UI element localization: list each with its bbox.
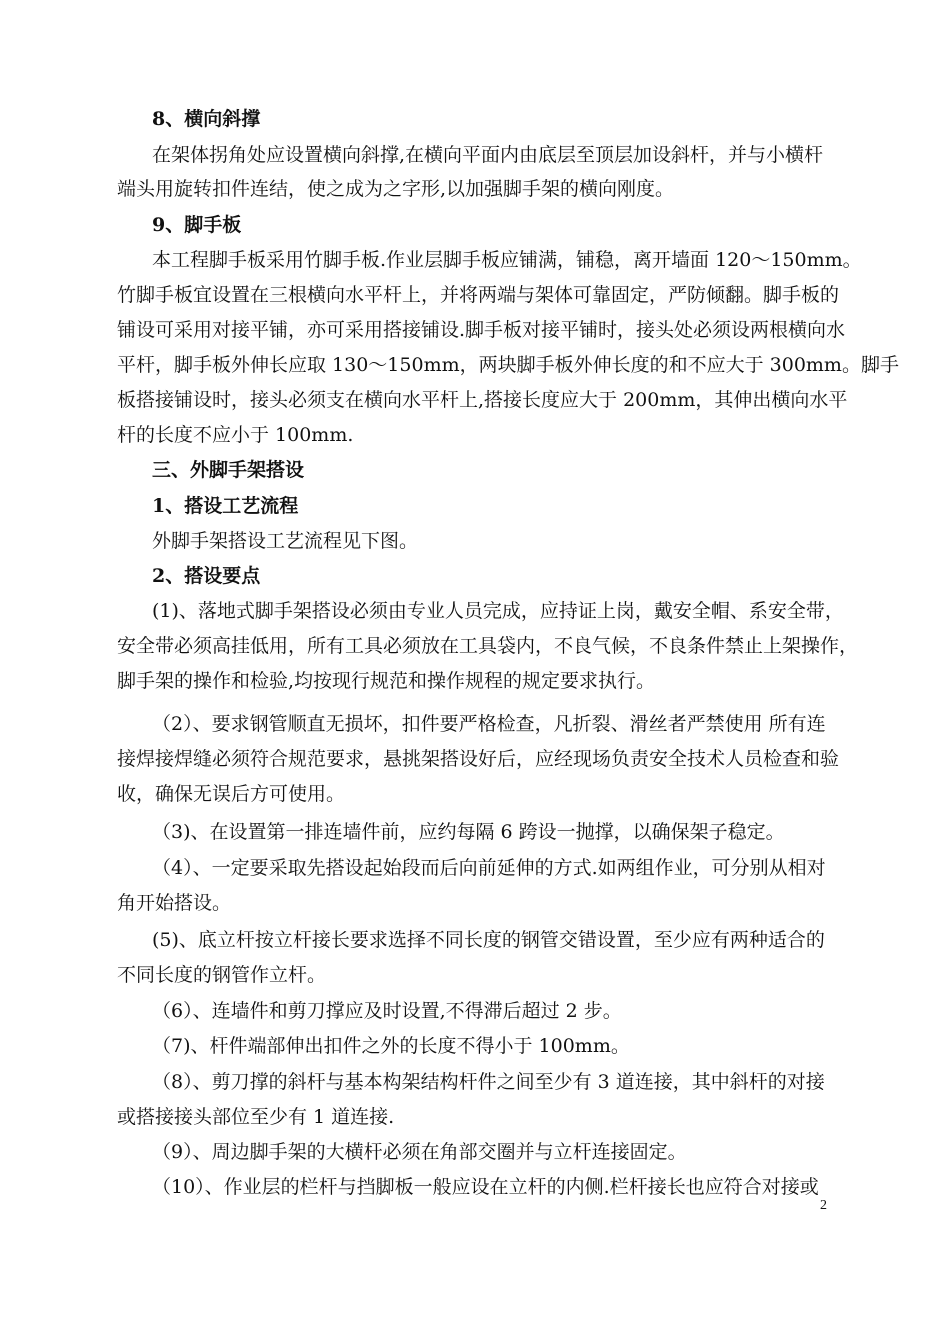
section-9-heading: 9、脚手板 bbox=[152, 214, 242, 236]
list-item-line: （6）、连墙件和剪刀撑应及时设置,不得滞后超过 2 步。 bbox=[152, 1000, 622, 1022]
list-item-line: 收，确保无误后方可使用。 bbox=[117, 783, 346, 805]
list-item-line: （7)、杆件端部伸出扣件之外的长度不得小于 100mm。 bbox=[152, 1035, 630, 1057]
paragraph-line: 本工程脚手板采用竹脚手板.作业层脚手板应铺满，铺稳，离开墙面 120～150mm。 bbox=[152, 249, 862, 271]
list-item-line: 脚手架的操作和检验,均按现行规范和操作规程的规定要求执行。 bbox=[117, 670, 656, 692]
list-item-line: （2）、要求钢管顺直无损坏，扣件要严格检查，凡折裂、滑丝者严禁使用 所有连 bbox=[152, 713, 826, 735]
part-3-heading: 三、外脚手架搭设 bbox=[152, 459, 305, 481]
list-item-line: 不同长度的钢管作立杆。 bbox=[117, 964, 327, 986]
list-item-line: (5)、底立杆按立杆接长要求选择不同长度的钢管交错设置，至少应有两种适合的 bbox=[152, 929, 825, 951]
subsection-2-heading: 2、搭设要点 bbox=[152, 565, 261, 587]
list-item-line: （8）、剪刀撑的斜杆与基本构架结构杆件之间至少有 3 道连接，其中斜杆的对接 bbox=[152, 1071, 825, 1093]
section-8-heading: 8、横向斜撑 bbox=[152, 108, 261, 130]
paragraph-line: 竹脚手板宜设置在三根横向水平杆上，并将两端与架体可靠固定，严防倾翻。脚手板的 bbox=[117, 284, 840, 306]
list-item-line: （9）、周边脚手架的大横杆必须在角部交圈并与立杆连接固定。 bbox=[152, 1141, 687, 1163]
list-item-line: 接焊接焊缝必须符合规范要求，悬挑架搭设好后，应经现场负责安全技术人员检查和验 bbox=[117, 748, 840, 770]
list-item-line: 或搭接接头部位至少有 1 道连接. bbox=[117, 1106, 395, 1128]
paragraph-line: 铺设可采用对接平铺，亦可采用搭接铺设.脚手板对接平铺时，接头处必须设两根横向水 bbox=[117, 319, 846, 341]
list-item-line: （10）、作业层的栏杆与挡脚板一般应设在立杆的内侧.栏杆接长也应符合对接或 bbox=[152, 1176, 819, 1198]
paragraph-line: 平杆，脚手板外伸长应取 130～150mm，两块脚手板外伸长度的和不应大于 300mm。脚手 bbox=[117, 354, 899, 376]
paragraph-line: 端头用旋转扣件连结，使之成为之字形,以加强脚手架的横向刚度。 bbox=[117, 178, 675, 200]
paragraph-line: 板搭接铺设时，接头必须支在横向水平杆上,搭接长度应大于 200mm，其伸出横向水平 bbox=[117, 389, 848, 411]
list-item-line: 角开始搭设。 bbox=[117, 892, 232, 914]
page-number: 2 bbox=[820, 1198, 827, 1213]
paragraph-line: 外脚手架搭设工艺流程见下图。 bbox=[152, 530, 419, 552]
paragraph-line: 在架体拐角处应设置横向斜撑,在横向平面内由底层至顶层加设斜杆，并与小横杆 bbox=[152, 144, 824, 166]
list-item-line: （4）、一定要采取先搭设起始段而后向前延伸的方式.如两组作业，可分别从相对 bbox=[152, 857, 826, 879]
paragraph-line: 杆的长度不应小于 100mm. bbox=[117, 424, 354, 446]
list-item-line: （3)、在设置第一排连墙件前，应约每隔 6 跨设一抛撑，以确保架子稳定。 bbox=[152, 821, 785, 843]
list-item-line: (1)、落地式脚手架搭设必须由专业人员完成，应持证上岗，戴安全帽、系安全带， bbox=[152, 600, 844, 622]
list-item-line: 安全带必须高挂低用，所有工具必须放在工具袋内，不良气候，不良条件禁止上架操作， bbox=[117, 635, 859, 657]
subsection-1-heading: 1、搭设工艺流程 bbox=[152, 495, 299, 517]
